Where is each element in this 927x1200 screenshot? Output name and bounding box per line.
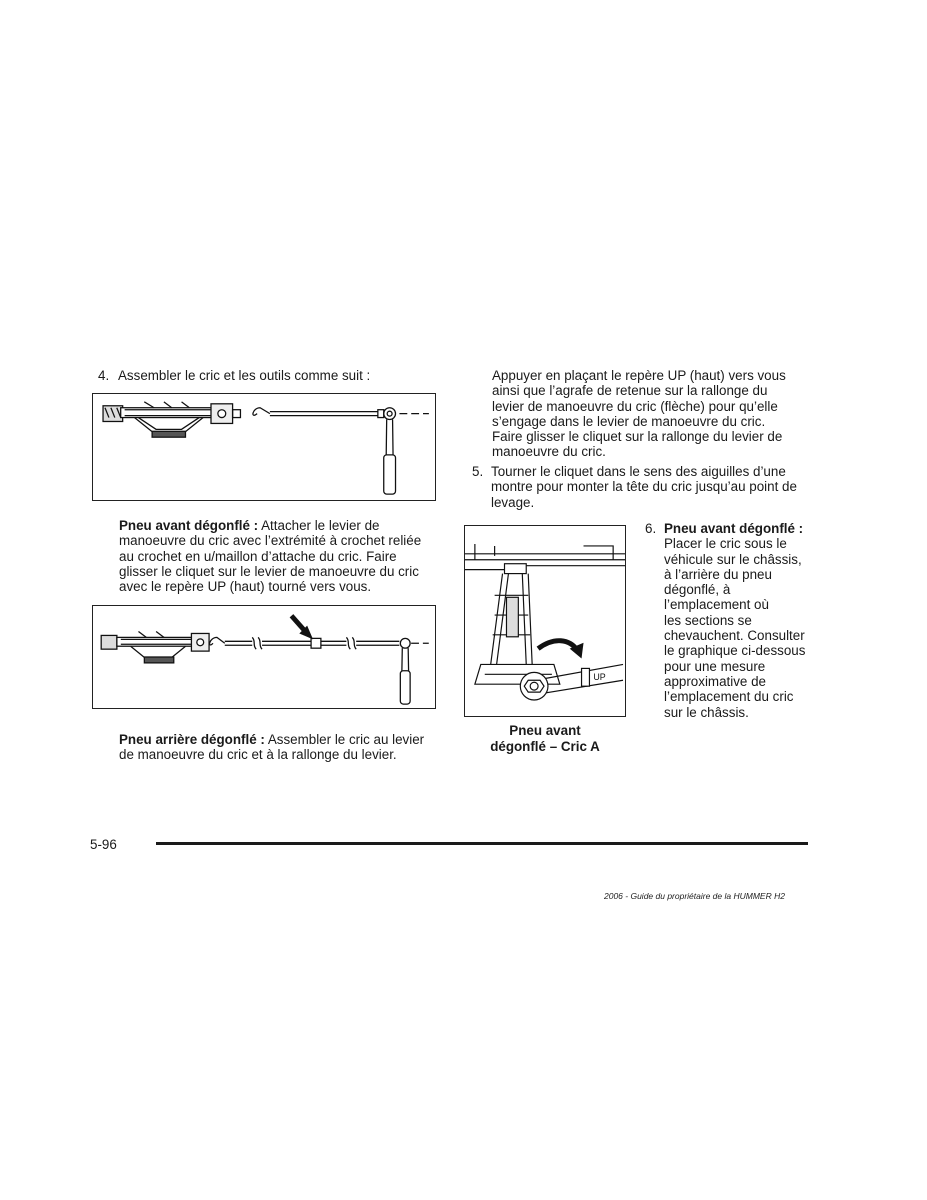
step6-line-1: Placer le cric sous le bbox=[664, 536, 787, 552]
continued-paragraph bbox=[492, 368, 812, 460]
rear-flat-line-1: Assembler le cric au levier bbox=[264, 732, 425, 747]
rear-flat-paragraph bbox=[119, 732, 449, 763]
front-flat-line-3: au crochet en u/maillon d’attache du cric. Faire bbox=[119, 548, 397, 564]
step6-line-5: l’emplacement où bbox=[664, 597, 769, 613]
step-4 bbox=[98, 368, 370, 383]
step6-line-11: l’emplacement du cric bbox=[664, 689, 794, 705]
step5-line-3: levage. bbox=[491, 494, 535, 510]
step6-line-2: véhicule sur le châssis, bbox=[664, 551, 802, 567]
continued-line-4: s’engage dans le levier de manoeuvre du cric. bbox=[492, 413, 766, 429]
jack-position-figure bbox=[464, 525, 626, 717]
continued-line-5: Faire glisser le cliquet sur la rallonge du levier de bbox=[492, 429, 783, 445]
step-number: 4. bbox=[98, 368, 110, 383]
continued-line-2: ainsi que l’agrafe de retenue sur la rallonge du bbox=[492, 383, 768, 399]
rear-flat-line-2: de manoeuvre du cric et à la rallonge du levier. bbox=[119, 747, 397, 763]
step6-line-3: à l’arrière du pneu bbox=[664, 566, 772, 582]
step6-line-6: les sections se bbox=[664, 612, 752, 628]
step-5 bbox=[472, 464, 812, 510]
step-6 bbox=[645, 521, 820, 720]
step-number: 5. bbox=[472, 464, 484, 479]
step6-label: Pneu avant dégonflé : bbox=[664, 521, 804, 536]
step6-line-12: sur le châssis. bbox=[664, 704, 749, 720]
footer-rule bbox=[156, 842, 808, 845]
front-flat-line-2: manoeuvre du cric avec l’extrémité à crochet reliée bbox=[119, 533, 422, 549]
rear-flat-label: Pneu arrière dégonflé : bbox=[119, 732, 265, 747]
continued-line-6: manoeuvre du cric. bbox=[492, 444, 606, 460]
continued-line-3: levier de manoeuvre du cric (flèche) pour qu’elle bbox=[492, 398, 778, 414]
caption-line-2: dégonflé – Cric A bbox=[490, 739, 600, 754]
front-flat-label: Pneu avant dégonflé : bbox=[119, 518, 259, 533]
step6-line-9: pour une mesure bbox=[664, 658, 766, 674]
step5-line-1: Tourner le cliquet dans le sens des aiguilles d’une bbox=[491, 464, 786, 479]
front-flat-line-5: avec le repère UP (haut) tourné vers vous. bbox=[119, 579, 372, 595]
step6-line-4: dégonflé, à bbox=[664, 582, 731, 598]
front-flat-paragraph bbox=[119, 518, 439, 594]
step6-line-7: chevauchent. Consulter bbox=[664, 628, 805, 644]
jack-extension-illustration bbox=[93, 606, 435, 708]
continued-line-1: Appuyer en plaçant le repère UP (haut) vers vous bbox=[492, 368, 786, 383]
step-number: 6. bbox=[645, 521, 657, 536]
front-flat-line-1: Attacher le levier de bbox=[258, 518, 380, 533]
step5-line-2: montre pour monter la tête du cric jusqu’au point de bbox=[491, 479, 797, 495]
page-number: 5-96 bbox=[90, 837, 117, 852]
figure-caption bbox=[464, 723, 626, 755]
footer-credit: 2006 - Guide du propriétaire de la HUMMER H2 bbox=[604, 891, 785, 901]
jack-under-frame-illustration bbox=[465, 526, 625, 716]
step6-line-8: le graphique ci-dessous bbox=[664, 643, 806, 659]
step-text: Assembler le cric et les outils comme suit : bbox=[118, 368, 371, 383]
jack-assembly-figure-rear bbox=[92, 605, 436, 709]
jack-lever-illustration bbox=[93, 394, 435, 500]
caption-line-1: Pneu avant bbox=[509, 723, 581, 738]
jack-assembly-figure-front bbox=[92, 393, 436, 501]
ratchet-up-marking: UP bbox=[593, 672, 606, 683]
step6-line-10: approximative de bbox=[664, 673, 766, 689]
front-flat-line-4: glisser le cliquet sur le levier de manoeuvre du cric bbox=[119, 563, 419, 579]
